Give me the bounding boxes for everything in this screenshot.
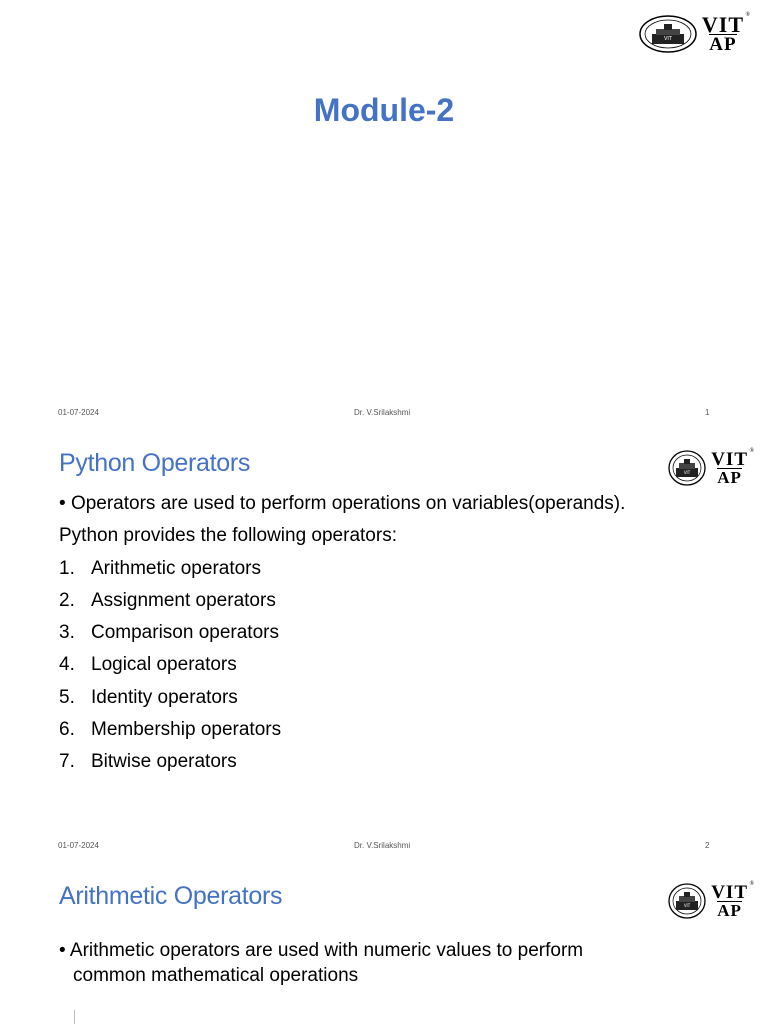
logo-line-vit: VIT <box>711 881 748 903</box>
list-item-label: Comparison operators <box>91 622 279 644</box>
list-item <box>59 649 625 681</box>
list-item <box>59 585 625 617</box>
logo-line-ap: AP <box>717 900 742 920</box>
footer-page-number: 2 <box>705 841 710 850</box>
list-item <box>59 714 625 746</box>
intro-line: Python provides the following operators: <box>59 525 397 547</box>
list-item <box>59 617 625 649</box>
slide-body <box>59 938 583 988</box>
list-item-number: 2. <box>59 589 75 611</box>
slide-title: Python Operators <box>59 449 251 477</box>
slide-footer <box>0 408 768 420</box>
bullet-text-continued: common mathematical operations <box>73 965 359 986</box>
university-seal-icon <box>638 14 698 54</box>
slide-3 <box>0 866 768 1024</box>
footer-date: 01-07-2024 <box>58 408 99 417</box>
slide-footer <box>0 841 768 853</box>
vitap-wordmark <box>701 11 750 56</box>
slide-title: Arithmetic Operators <box>59 882 283 910</box>
footer-page-number: 1 <box>705 408 710 417</box>
registered-mark: ® <box>749 880 754 887</box>
registered-mark: ® <box>749 447 754 454</box>
list-item <box>59 553 625 585</box>
list-item-label: Membership operators <box>91 719 282 741</box>
list-item <box>59 746 625 778</box>
module-title: Module-2 <box>313 92 455 128</box>
list-item-label: Arithmetic operators <box>91 557 262 579</box>
university-seal-icon <box>667 882 707 920</box>
logo-line-vit: VIT <box>701 11 744 37</box>
footer-author: Dr. V.Srilakshmi <box>354 408 411 417</box>
vitap-logo <box>667 880 754 920</box>
list-item-number: 7. <box>59 751 75 773</box>
footer-date: 01-07-2024 <box>58 841 99 850</box>
university-seal-icon <box>667 449 707 487</box>
bullet-text: Arithmetic operators are used with numeric values to perform <box>69 940 584 961</box>
vitap-logo <box>638 11 750 56</box>
list-item-number: 4. <box>59 654 75 676</box>
list-item-number: 6. <box>59 719 75 741</box>
bullet-point: • Arithmetic operators are used with numeric values to perform <box>59 940 584 961</box>
logo-line-vit: VIT <box>711 448 748 470</box>
bullet-point: • Operators are used to perform operations on variables(operands). <box>59 493 626 514</box>
vitap-wordmark <box>711 880 754 920</box>
footer-author: Dr. V.Srilakshmi <box>354 841 411 850</box>
slide-body <box>59 488 625 779</box>
vitap-wordmark <box>711 447 754 487</box>
list-item-label: Identity operators <box>91 686 238 708</box>
list-item-label: Assignment operators <box>91 589 276 611</box>
logo-line-ap: AP <box>709 34 737 56</box>
operator-list <box>59 553 625 779</box>
list-item-label: Logical operators <box>91 654 237 676</box>
table-border <box>74 1010 75 1024</box>
list-item-number: 1. <box>59 557 75 579</box>
svg-text:VIT: VIT <box>684 903 691 908</box>
slide-1 <box>0 0 768 433</box>
list-item-label: Bitwise operators <box>91 751 237 773</box>
registered-mark: ® <box>745 11 750 18</box>
svg-text:VIT: VIT <box>684 470 691 475</box>
bullet-text: Operators are used to perform operations on variables(operands). <box>70 493 626 514</box>
list-item-number: 5. <box>59 686 75 708</box>
logo-line-ap: AP <box>717 467 742 487</box>
vitap-logo <box>667 447 754 487</box>
list-item-number: 3. <box>59 622 75 644</box>
list-item <box>59 682 625 714</box>
svg-text:VIT: VIT <box>663 36 672 42</box>
slide-2 <box>0 433 768 866</box>
